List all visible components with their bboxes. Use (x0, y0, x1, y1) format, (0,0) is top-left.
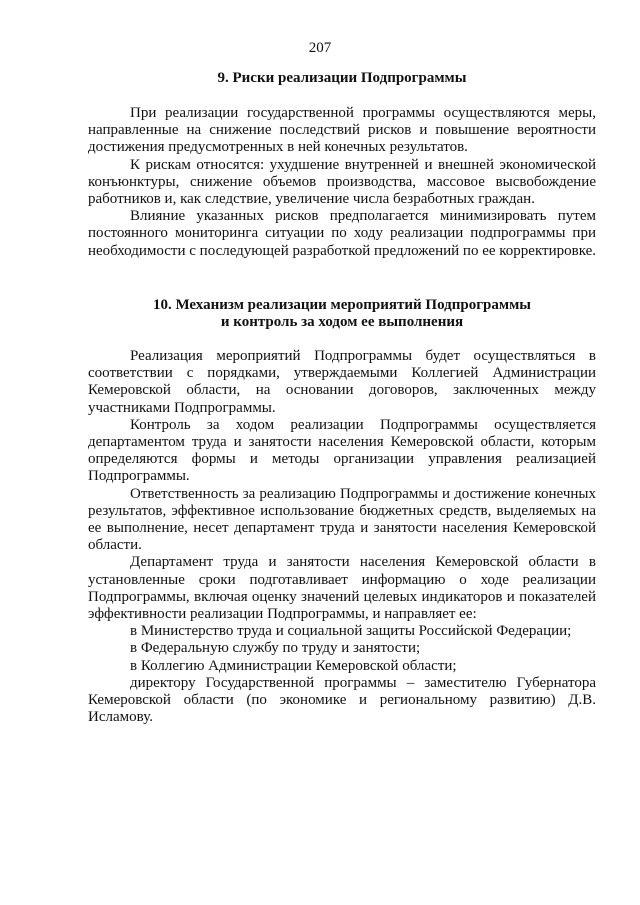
section-9-body (88, 105, 596, 260)
section-9-title: 9. Риски реализации Подпрограммы (217, 70, 467, 86)
section-10-paragraph-3: Ответственность за реализацию Подпрограммы и достижение конечных результатов, эффективное использование бюджетных средств, выделяемых на ее выполнение, несет департамент труда и занятости населения Кемеровской области. (88, 485, 596, 554)
section-10-paragraph-4: Департамент труда и занятости населения Кемеровской области в установленные сроки подготавливает информацию о ходе реализации Подпрограммы, включая оценку значений целевых индикаторов и показателей эффективности реализации Подпрограммы, и направляет ее: (88, 554, 596, 623)
page-number: 207 (308, 40, 332, 56)
section-10-title-line-2: и контроль за ходом ее выполнения (220, 314, 464, 330)
section-10-paragraph-2: Контроль за ходом реализации Подпрограммы осуществляется департаментом труда и занятости населения Кемеровской области, которым определяются формы и методы организации управления реализацией Подпрограммы. (88, 416, 596, 485)
section-10-recipient-3: в Коллегию Администрации Кемеровской области; (130, 657, 457, 674)
section-9-paragraph-2: К рискам относятся: ухудшение внутренней и внешней экономической конъюнктуры, снижение объемов производства, массовое высвобождение работников и, как следствие, увеличение числа безработных граждан. (88, 156, 596, 208)
section-10-recipient-2: в Федеральную службу по труду и занятости; (130, 640, 421, 657)
section-10-heading-block (88, 297, 596, 331)
section-10-recipient-4: директору Государственной программы – заместителю Губернатора Кемеровской области (по экономике и региональному развитию) Д.В. Исламову. (88, 674, 596, 726)
section-9-paragraph-3: Влияние указанных рисков предполагается минимизировать путем постоянного мониторинга ситуации по ходу реализации подпрограммы при необходимости с последующей разработкой предложений по ее корректировке. (88, 208, 597, 259)
section-9-heading-block (88, 70, 596, 87)
section-10-recipient-1: в Министерство труда и социальной защиты Российской Федерации; (130, 623, 572, 640)
section-9-paragraph-1: При реализации государственной программы осуществляются меры, направленные на снижение последствий рисков и повышение вероятности достижения предусмотренных в ней конечных результатов. (88, 105, 596, 156)
section-10-title-line-1: 10. Механизм реализации мероприятий Подпрограммы (152, 297, 532, 313)
section-10-body (88, 348, 596, 726)
section-10-paragraph-1: Реализация мероприятий Подпрограммы будет осуществляться в соответствии с порядками, утверждаемыми Коллегией Администрации Кемеровской области, на основании договоров, заключенных между участниками Подпрограммы. (88, 348, 596, 416)
